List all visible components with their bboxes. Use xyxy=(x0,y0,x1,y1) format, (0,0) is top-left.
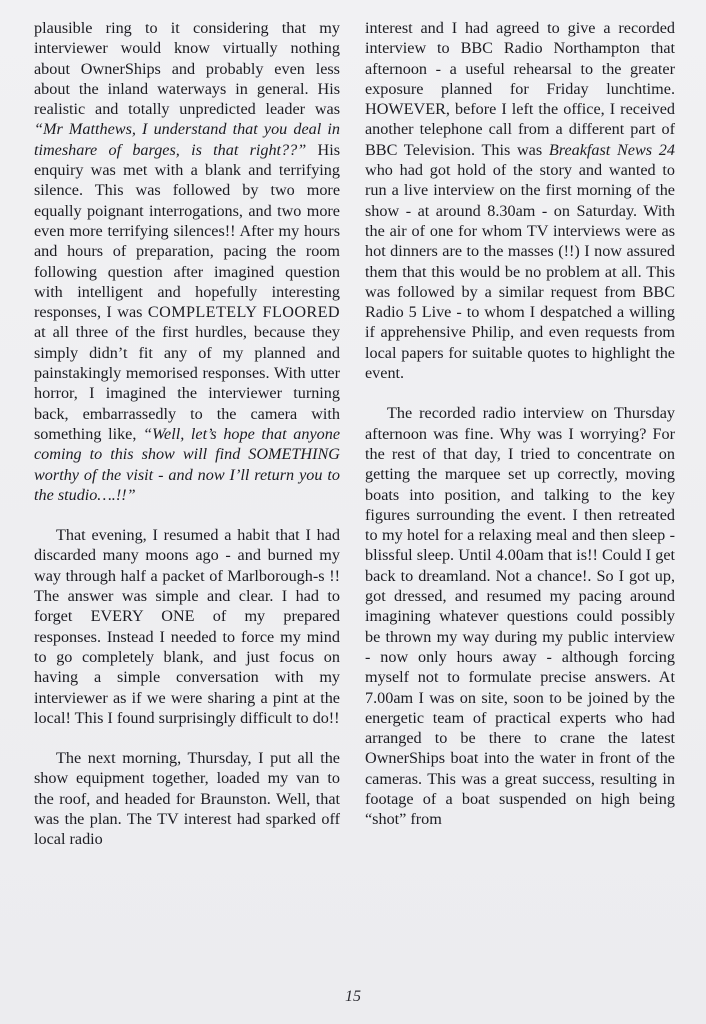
italic-quote: “Well, let’s hope that anyone coming to this show will find SOMETHING worthy of the visit - and now I’ll return you to the studio….!!” xyxy=(34,424,340,504)
text-run: His enquiry was met with a blank and terrifying silence. This was followed by two more equally poignant interrogations, and two more even more terrifying silences!! After my hours and hours of preparation, pacing the room following question after imagined question with intelligent and hopefully interesting responses, I was xyxy=(34,140,340,322)
text-run: plausible ring to it considering that my interviewer would know virtually nothing about OwnerShips and probably even less about the inland waterways in general. His realistic and totally unpredicted leader was xyxy=(34,19,340,119)
page-number: 15 xyxy=(345,988,361,1005)
left-column xyxy=(34,18,340,850)
italic-title: Breakfast News 24 xyxy=(548,140,675,159)
text-run: interest and I had agreed to give a recorded interview to BBC Radio Northampton that afternoon - a useful rehearsal to the greater exposure planned for Friday lunchtime. HOWEVER, before I left the office, I received another telephone call from a different part of BBC Television. This was xyxy=(365,19,675,159)
right-column xyxy=(365,18,675,830)
paragraph: That evening, I resumed a habit that I had discarded many moons ago - and burned my way through half a packet of Marlborough-s !! The answer was simple and clear. I had to forget EVERY ONE of my prepared responses. Instead I needed to force my mind to go completely blank, and just focus on having a simple conversation with my interviewer as if we were sharing a pint at the local! This I found surprisingly difficult to do!! xyxy=(34,526,340,727)
paragraph: The next morning, Thursday, I put all the show equipment together, loaded my van to the roof, and headed for Braunston. Well, that was the plan. The TV interest had sparked off local radio xyxy=(34,749,340,849)
paragraph: The recorded radio interview on Thursday afternoon was fine. Why was I worrying? For the rest of that day, I tried to concentrate on getting the marquee set up correctly, moving boats into position, and talking to the key figures surrounding the event. I then retreated to my hotel for a relaxing meal and then sleep - blissful sleep. Until 4.00am that is!! Could I get back to dreamland. Not a chance!. So I got up, got dressed, and resumed my pacing around imagining whatever questions could possibly be thrown my way during my public interview - now only hours away - although forcing myself not to formulate precise answers. At 7.00am I was on site, soon to be joined by the energetic team of practical experts who had arranged to be there to crane the latest OwnerShips boat into the water in front of the cameras. This was a great success, resulting in footage of a boat suspended on high being “shot” from xyxy=(365,404,675,829)
paragraph-continued xyxy=(365,18,675,383)
italic-quote: “Mr Matthews, I understand that you deal in timeshare of barges, is that right??” xyxy=(34,120,340,159)
text-run: who had got hold of the story and wanted to run a live interview on the first morning of the show - at around 8.30am - on Saturday. With the air of one for whom TV interviews were as hot dinners are to the masses (!!) I now assured them that this would be no problem at all. This was followed by a similar request from BBC Radio 5 Live - to whom I despatched a willing if apprehensive Philip, and even requests from local papers for suitable quotes to highlight the event. xyxy=(365,161,675,383)
paragraph-continued xyxy=(34,18,340,505)
text-run: at all three of the first hurdles, because they simply didn’t fit any of my planned and painstakingly memorised responses. With utter horror, I imagined the interviewer turning back, embarrassedly to the camera with something like, xyxy=(34,323,340,443)
caps-emphasis: COMPLETELY FLOORED xyxy=(147,303,340,322)
